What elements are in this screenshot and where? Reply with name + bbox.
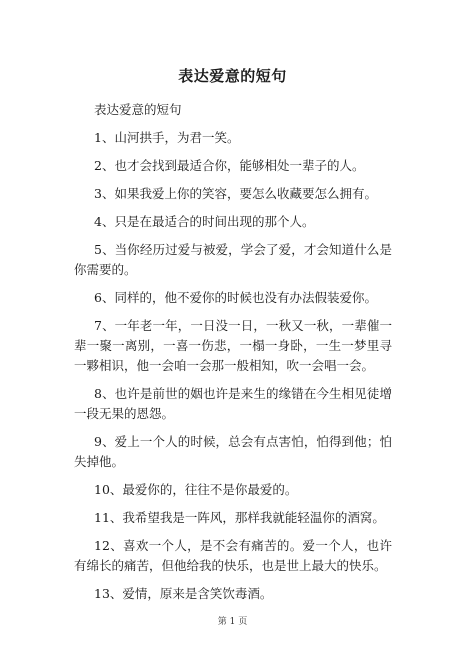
- list-item: 11、我希望我是一阵风，那样我就能轻温你的酒窝。: [94, 510, 385, 525]
- list-item: 8、也许是前世的姻也许是来生的缘错在今生相见徒增一段无果的恩怨。: [74, 386, 392, 421]
- list-item: 13、爱情，原来是含笑饮毒酒。: [94, 586, 273, 601]
- document-subtitle: 表达爱意的短句: [94, 102, 182, 117]
- list-item: 9、爱上一个人的时候，总会有点害怕，怕得到他；怕失掉他。: [74, 434, 392, 469]
- document-body: [74, 100, 392, 612]
- list-item: 1、山河拱手，为君一笑。: [94, 130, 240, 145]
- list-item: 6、同样的，他不爱你的时候也没有办法假装爱你。: [94, 290, 377, 305]
- list-item: 7、一年老一年，一日没一日，一秋又一秋，一辈催一辈一聚一离别，一喜一伤悲，一榻一身卧，一生一梦里寻一夥相识，他一会咱一会那一般相知，吹一会唱一会。: [74, 318, 392, 373]
- page-number: 第 1 页: [217, 617, 248, 627]
- list-item: 5、当你经历过爱与被爱，学会了爱，才会知道什么是你需要的。: [74, 242, 392, 277]
- list-item: 4、只是在最适合的时间出现的那个人。: [94, 214, 315, 229]
- list-item: 3、如果我爱上你的笑容，要怎么收藏要怎么拥有。: [94, 186, 377, 201]
- list-item: 12、喜欢一个人，是不会有痛苦的。爱一个人，也许有绵长的痛苦，但他给我的快乐，也是世上最大的快乐。: [74, 538, 392, 573]
- list-item: 2、也才会找到最适合你，能够相处一辈子的人。: [94, 158, 365, 173]
- document-title: 表达爱意的短句: [178, 67, 287, 85]
- list-item: 10、最爱你的，往往不是你最爱的。: [94, 482, 298, 497]
